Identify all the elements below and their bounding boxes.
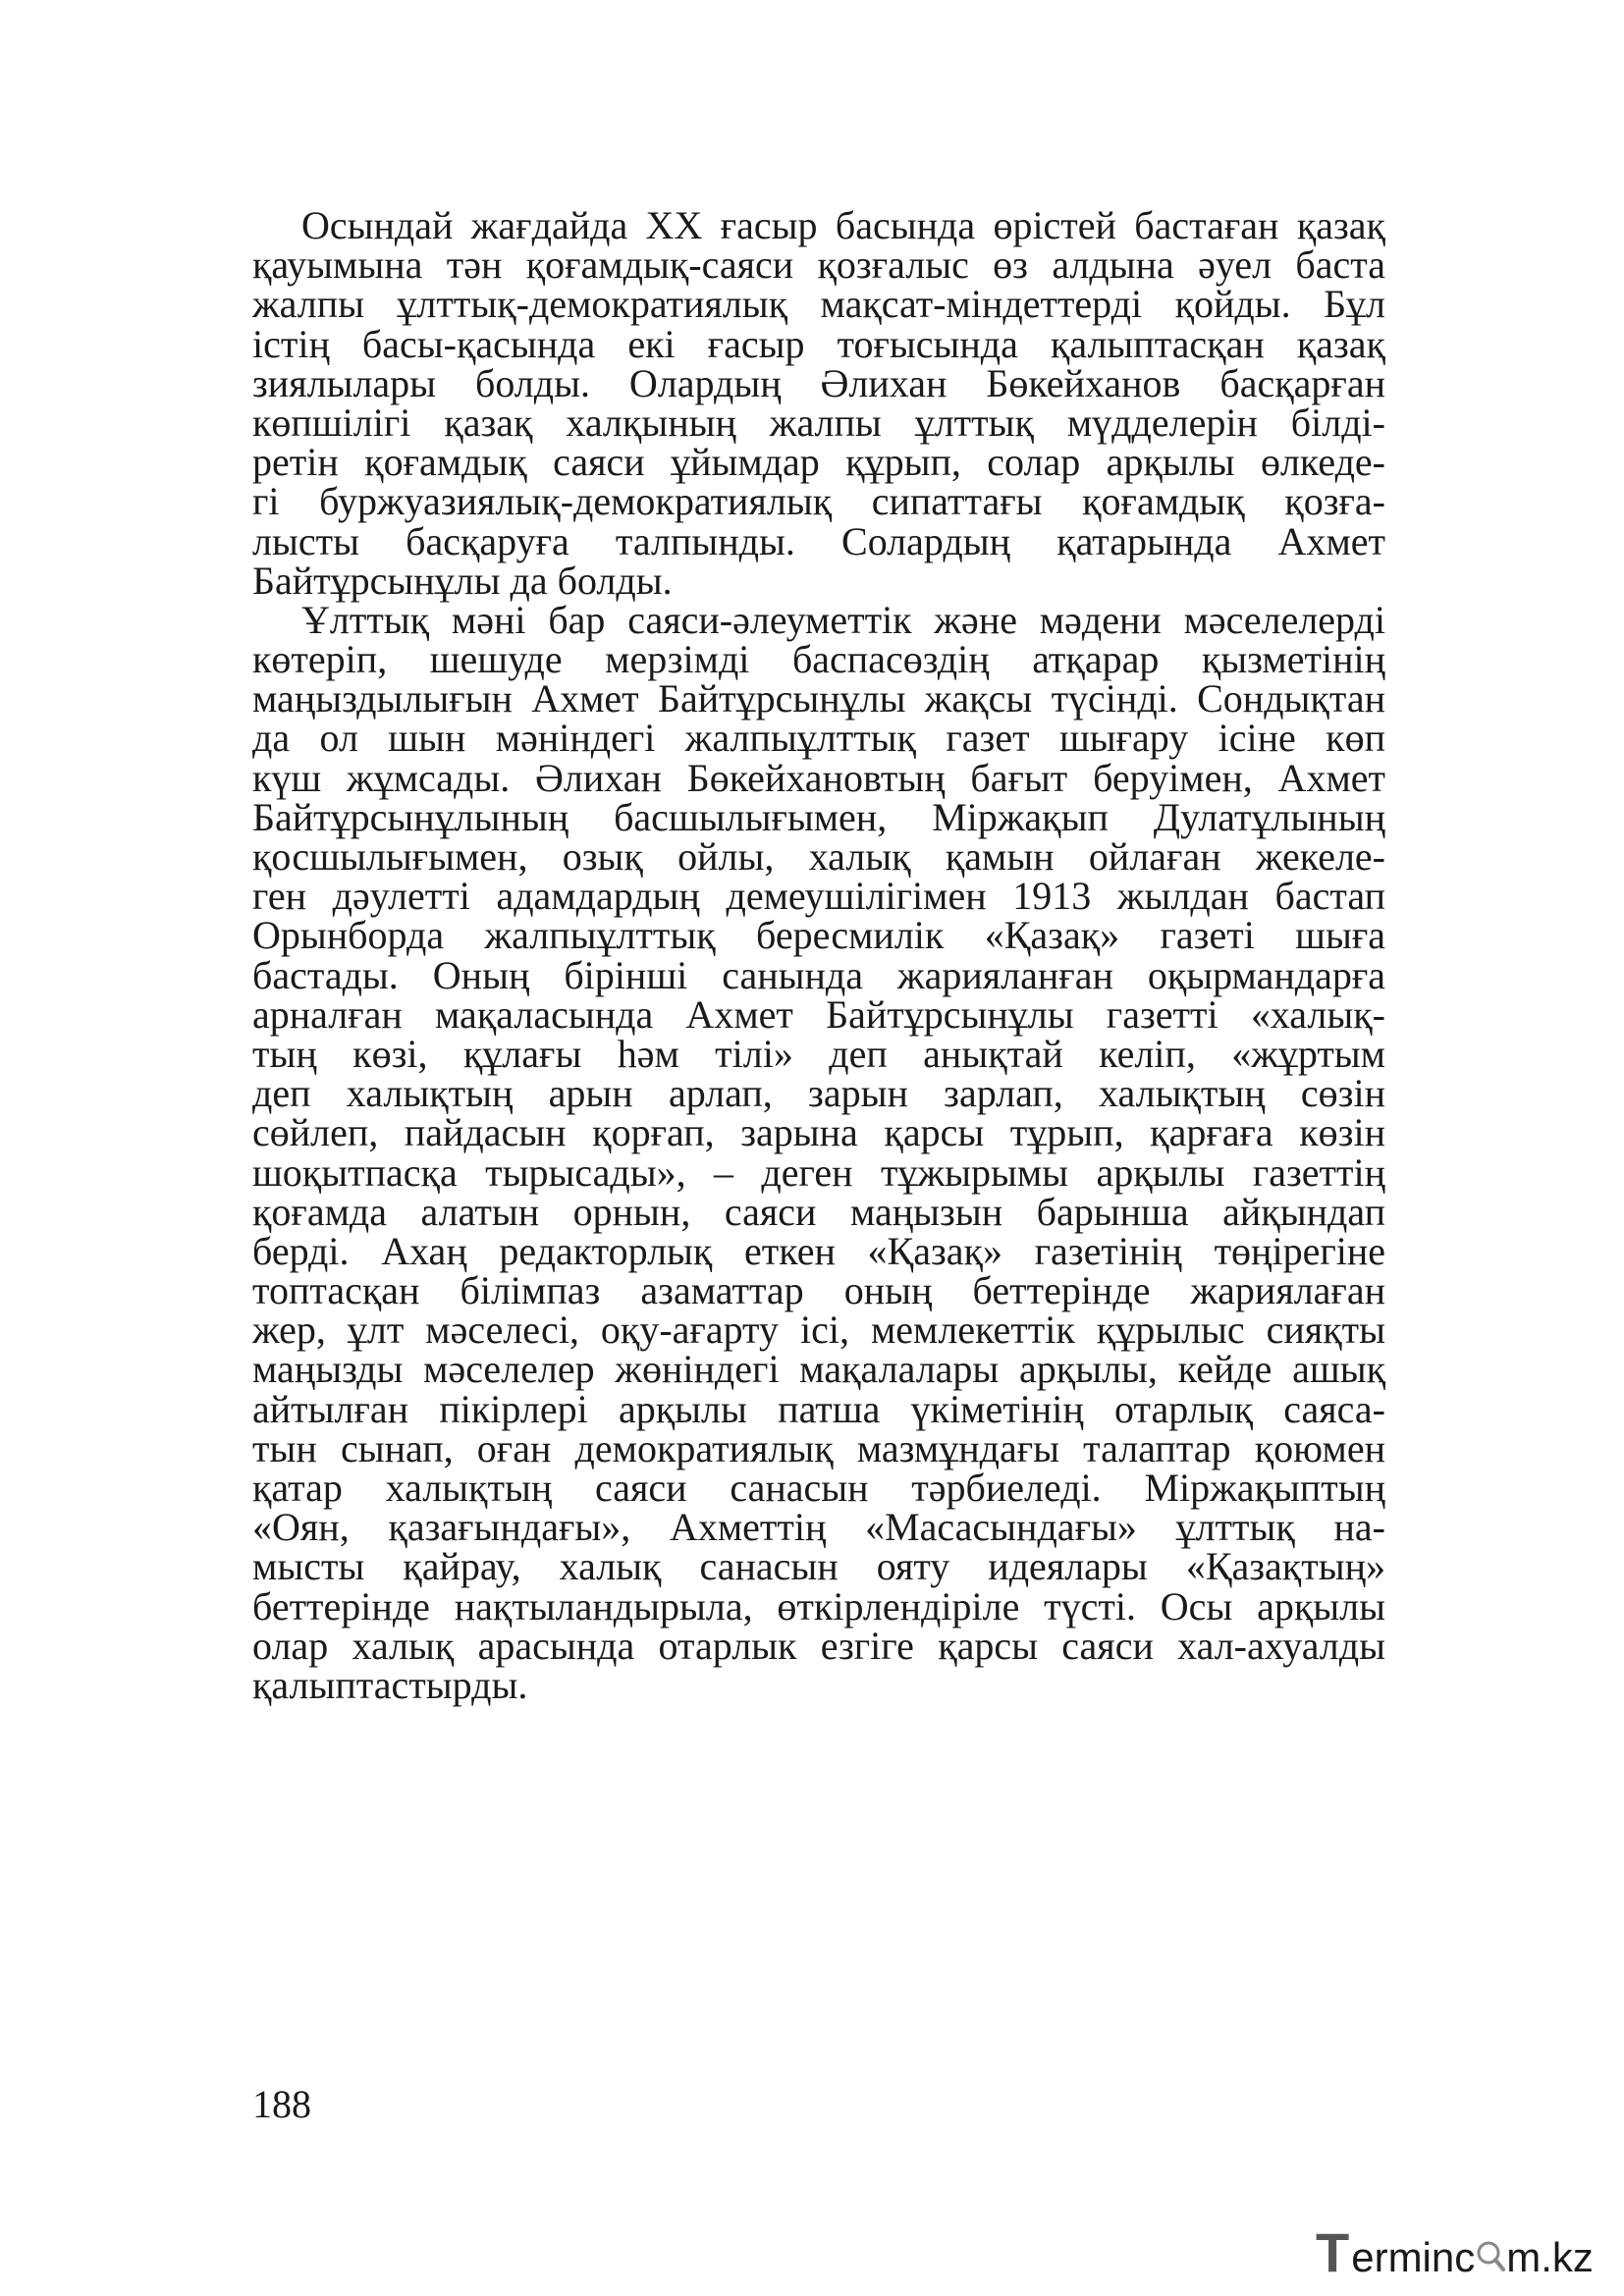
text-line: көтеріп, шешуде мерзімді баспасөздің атқарар қызметінің [252,637,1385,682]
text-line: лысты басқаруға талпынды. Солардың қатарында Ахмет [252,518,1385,563]
text-line: топтасқан білімпаз азаматтар оның беттерінде жариялаған [252,1268,1385,1313]
text-line: беттерінде нақтыландырыла, өткірлендіріле түсті. Осы арқылы [252,1583,1385,1629]
text-line: айтылған пікірлері арқылы патша үкіметінің отарлық саяса- [252,1386,1385,1431]
text-line: мысты қайрау, халық санасын ояту идеялары «Қазақтың» [252,1544,1385,1589]
text-line: арналған мақаласында Ахмет Байтұрсынұлы газетті «халық- [252,991,1385,1037]
text-line: бастады. Оның бірінші санында жарияланған оқырмандарға [252,952,1385,997]
text-line: Байтұрсынұлының басшылығымен, Міржақып Дулатұлының [252,794,1385,839]
text-line: Осындай жағдайда XX ғасыр басында өрістей бастаған қазақ [301,203,1385,247]
text-line: Орынборда жалпыұлттық бересмилік «Қазақ» газеті шыға [252,913,1385,958]
paragraph [252,203,1385,603]
text-line: қоғамда алатын орнын, саяси маңызын барынша айқындап [252,1189,1385,1234]
text-line: көпшілігі қазақ халқының жалпы ұлттық мүдделерін білді- [252,400,1385,445]
text-line: ретін қоғамдық саяси ұйымдар құрып, солар арқылы өлкеде- [252,440,1385,485]
text-line: шоқытпасқа тырысады», – деген тұжырымы арқылы газеттің [252,1149,1385,1195]
text-line: істің басы-қасында екі ғасыр тоғысында қалыптасқан қазақ [252,321,1385,366]
watermark-letter: T [1316,2221,1350,2283]
text-line: қауымына тән қоғамдық-саяси қозғалыс өз алдына әуел баста [252,242,1385,288]
text-line: «Оян, қазағындағы», Ахметтің «Масасындағы» ұлттық на- [252,1505,1385,1550]
text-line: олар халық арасында отарлык езгіге қарсы саяси хал-ахуалды [252,1623,1385,1668]
watermark-text: erminc [1351,2234,1476,2280]
text-line: қалыптастырды. [252,1662,528,1707]
text-line: жалпы ұлттық-демократиялық мақсат-міндеттерді қойды. Бұл [252,282,1385,327]
text-line: жер, ұлт мәселесі, оқу-ағарту ісі, мемлекеттік құрылыс сияқты [252,1308,1385,1353]
text-line: да ол шын мәніндегі жалпыұлттық газет шығару ісіне көп [252,716,1385,761]
text-line: берді. Ахаң редакторлық еткен «Қазақ» газетінің төңірегіне [252,1228,1385,1273]
text-line: Байтұрсынұлы да болды. [252,558,673,603]
text-line: зиялылары болды. Олардың Әлихан Бөкейханов басқарған [252,360,1385,405]
text-line: Ұлттық мәні бар саяси-әлеуметтік және мәдени мәселелерді [301,597,1385,642]
watermark-logo [1316,2221,1594,2283]
text-line: маңызды мәселелер жөніндегі мақалалары арқылы, кейде ашық [252,1347,1385,1392]
text-line: қосшылығымен, озық ойлы, халық қамын ойлаған жекеле- [252,834,1385,879]
text-line: ген дәулетті адамдардың демеушілігімен 1913 жылдан бастап [252,874,1385,919]
body-text [252,203,1385,1707]
page-number: 188 [252,2082,311,2126]
text-line: сөйлеп, пайдасын қорғап, зарына қарсы тұрып, қарғаға көзін [252,1110,1385,1155]
text-line: күш жұмсады. Әлихан Бөкейхановтың бағыт беруімен, Ахмет [252,755,1385,800]
watermark-domain: m.kz [1506,2234,1594,2280]
text-line: тын сынап, оған демократиялық мазмұндағы талаптар қоюмен [252,1425,1385,1470]
magnifier-icon [1476,2239,1505,2272]
text-line: гі буржуазиялық-демократиялық сипаттағы қоғамдық қозға- [252,479,1385,524]
text-line: деп халықтың арын арлап, зарын зарлап, халықтың сөзін [252,1071,1385,1116]
paragraph [252,597,1385,1707]
text-line: маңыздылығын Ахмет Байтұрсынұлы жақсы түсінді. Сондықтан [252,676,1385,721]
text-line: тың көзі, құлағы һәм тілі» деп анықтай келіп, «жұртым [252,1031,1385,1076]
text-line: қатар халықтың саяси санасын тәрбиеледі. Міржақыптың [252,1466,1385,1510]
